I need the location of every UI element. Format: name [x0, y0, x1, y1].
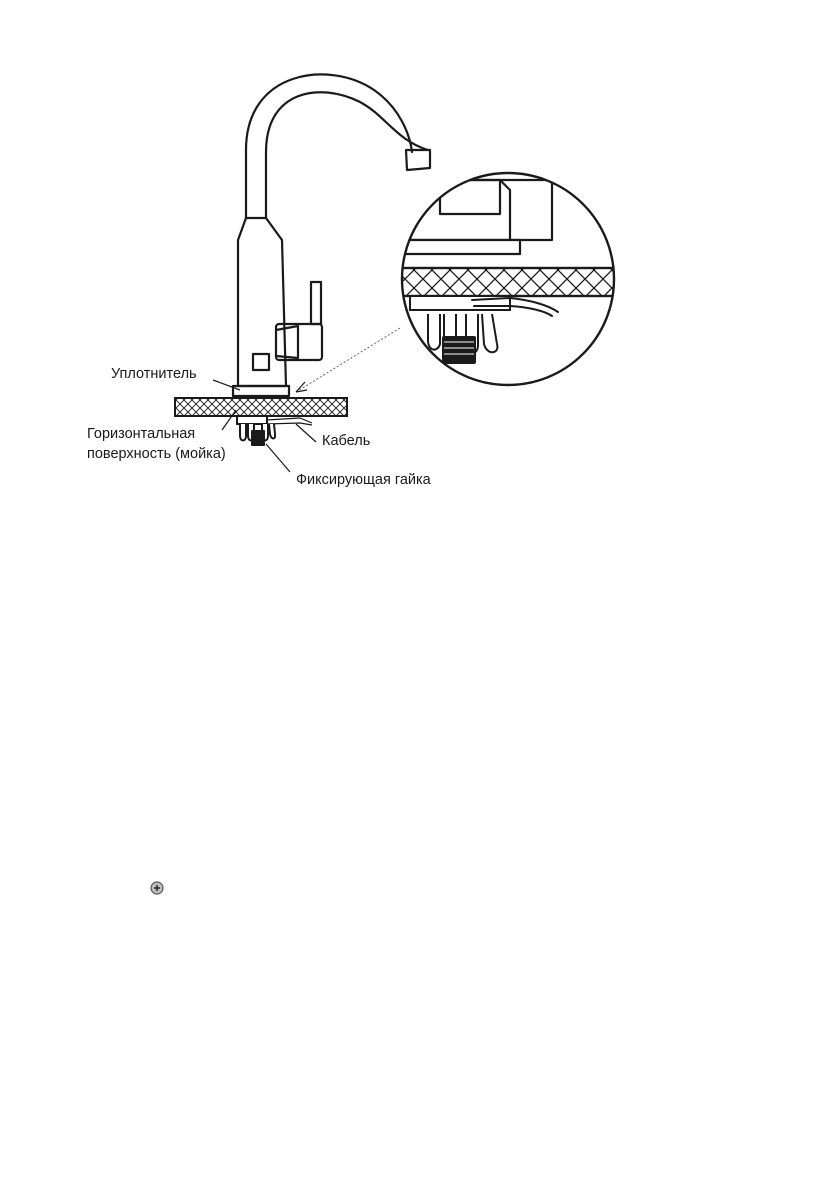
label-seal: Уплотнитель [111, 366, 197, 382]
sink-surface [175, 398, 347, 416]
detail-sink-surface [396, 268, 626, 296]
indicator-square [253, 354, 269, 370]
fixing-nut [240, 424, 275, 446]
detail-magnifier [396, 173, 626, 385]
faucet-spout [246, 74, 412, 218]
cable-leader [296, 424, 316, 442]
label-surface-line2: поверхность (мойка) [87, 446, 226, 462]
seal-ring [233, 386, 289, 396]
washer-plate [237, 416, 267, 424]
detail-fixing-nut [428, 314, 497, 364]
circle-plus-icon [151, 882, 163, 894]
cable-line [266, 418, 312, 423]
label-nut: Фиксирующая гайка [296, 472, 431, 488]
label-cable: Кабель [322, 433, 371, 449]
label-surface-line1: Горизонтальная [87, 426, 196, 442]
nut-leader [266, 444, 290, 472]
